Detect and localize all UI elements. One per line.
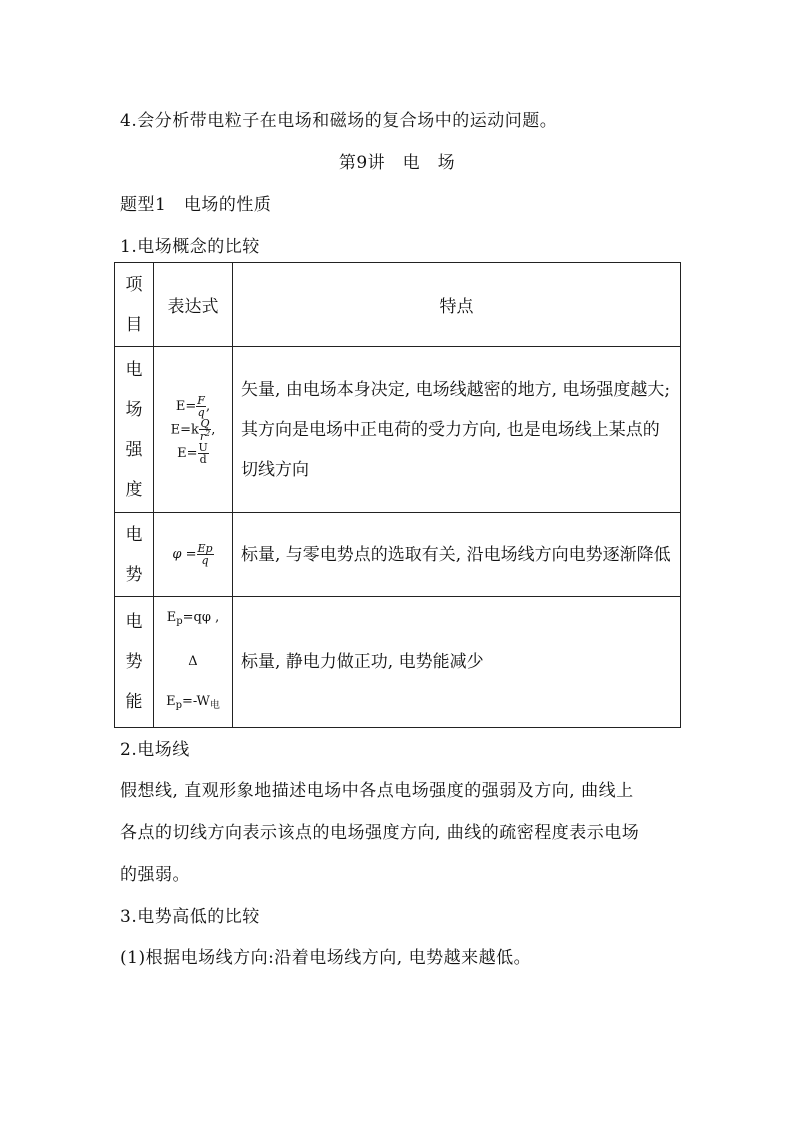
row-label-field-strength <box>115 347 154 513</box>
label-char: 场 <box>125 399 143 420</box>
label-char: 势 <box>125 564 143 585</box>
label-char: 能 <box>125 692 143 712</box>
item-3-1: (1)根据电场线方向:沿着电场线方向, 电势越来越低。 <box>120 948 532 968</box>
expression-cell <box>154 513 233 597</box>
section-3-heading: 3.电势高低的比较 <box>120 907 260 927</box>
formula-e-f-q: E= $\frac{F}{q}$ , <box>175 393 211 419</box>
row-label-potential-energy <box>115 597 154 728</box>
table-row <box>115 347 681 513</box>
table-row <box>115 597 681 728</box>
feature-cell: 标量, 与零电势点的选取有关, 沿电场线方向电势逐渐降低 <box>233 513 681 597</box>
topic-heading: 题型1 电场的性质 <box>120 195 272 215</box>
expression-cell <box>154 347 233 513</box>
section-1-heading: 1.电场概念的比较 <box>120 237 260 257</box>
paragraph-line: 假想线, 直观形象地描述电场中各点电场强度的强弱及方向, 曲线上 <box>120 781 634 801</box>
label-char: 电 <box>125 612 143 632</box>
header-expression-cell: 表达式 <box>154 263 233 347</box>
header-item-bottom: 目 <box>125 314 143 335</box>
comparison-table <box>114 262 681 728</box>
objective-line: 4.会分析带电粒子在电场和磁场的复合场中的运动问题。 <box>120 111 558 131</box>
formula-e-kq-r2: E=k $\frac{Q}{r^2}$ , <box>170 416 216 443</box>
paragraph-line: 各点的切线方向表示该点的电场强度方向, 曲线的疏密程度表示电场 <box>120 823 640 843</box>
feature-cell: 矢量, 由电场本身决定, 电场线越密的地方, 电场强度越大; 其方向是电场中正电荷的受力方向, 也是电场线上某点的切线方向 <box>233 347 681 513</box>
row-label-potential <box>115 513 154 597</box>
formula-phi-ep-q: φ = $\frac{Ep}{q}$ <box>172 542 213 567</box>
formula-e-u-d: E= $\frac{U}{d}$ <box>177 440 208 466</box>
header-feature-cell: 特点 <box>233 263 681 347</box>
label-char: 势 <box>125 652 143 672</box>
expression-cell <box>154 597 233 728</box>
paragraph-line: 的强弱。 <box>120 865 190 885</box>
formula-delta: Δ <box>188 654 198 669</box>
label-char: 强 <box>125 439 143 460</box>
header-item-cell <box>115 263 154 347</box>
label-char: 电 <box>125 524 143 545</box>
label-char: 电 <box>125 359 143 380</box>
formula-ep-q-phi: $E_p=q\varphi$ , <box>166 610 220 627</box>
feature-cell: 标量, 静电力做正功, 电势能减少 <box>233 597 681 728</box>
label-char: 度 <box>125 479 143 500</box>
table-row <box>115 513 681 597</box>
section-2-heading: 2.电场线 <box>120 740 190 760</box>
header-item-top: 项 <box>125 274 143 295</box>
formula-ep-minus-w: $E_p=-W_电$ <box>166 694 220 711</box>
table-header-row <box>115 263 681 347</box>
lecture-title: 第9讲 电 场 <box>338 153 456 173</box>
